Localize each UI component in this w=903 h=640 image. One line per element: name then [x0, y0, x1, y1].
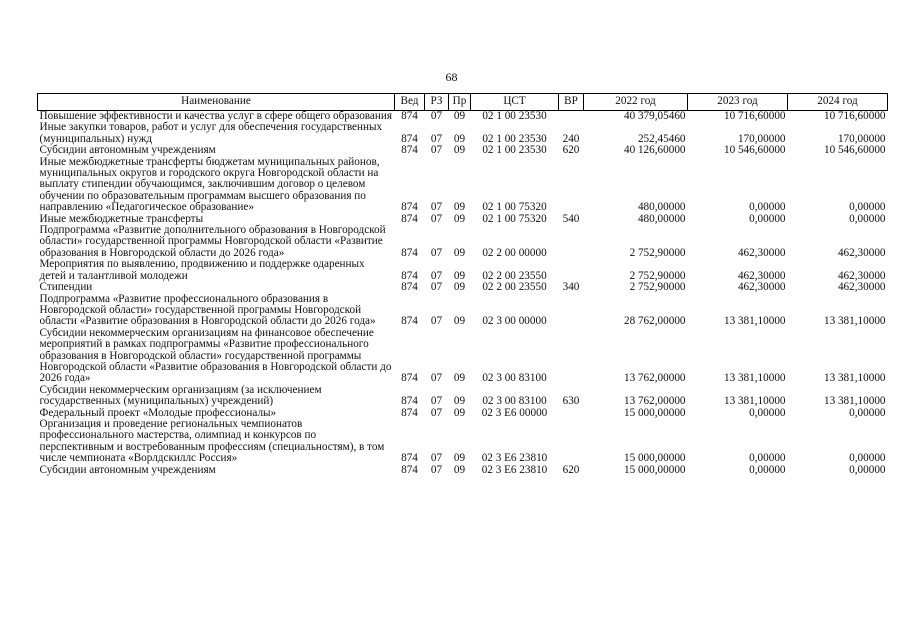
- row-amount-2022: 15 000,00000: [623, 406, 686, 419]
- row-amount-2022: 28 762,00000: [623, 315, 686, 328]
- header-rz: РЗ: [425, 94, 449, 111]
- table-row: [38, 122, 888, 145]
- row-cst: 02 3 E6 23810: [481, 463, 548, 476]
- row-cst: 02 1 00 23530: [482, 132, 547, 145]
- row-rz: 07: [430, 246, 443, 259]
- row-name: Субсидии автономным учреждениям: [39, 144, 216, 157]
- row-vr: [559, 419, 584, 465]
- row-ved: 874: [401, 212, 418, 225]
- row-rz: 07: [430, 406, 443, 419]
- row-name: Повышение эффективности и качества услуг в сфере общего образования: [39, 110, 393, 122]
- row-name: Субсидии автономным учреждениям: [39, 463, 216, 476]
- row-ved: 874: [401, 315, 418, 328]
- row-amount-2024: 13 381,10000: [823, 372, 886, 385]
- row-amount-2023: 170,00000: [737, 132, 786, 145]
- row-rz: 07: [430, 212, 443, 225]
- row-ved: 874: [401, 269, 418, 282]
- row-amount-2023: 0,00000: [749, 406, 786, 419]
- row-vr: [559, 111, 584, 123]
- row-name: Иные межбюджетные трансферты: [39, 212, 204, 225]
- row-rz: 07: [430, 281, 443, 294]
- row-rz: 07: [430, 452, 443, 465]
- row-rz: 07: [430, 269, 443, 282]
- row-name: Мероприятия по выявлению, продвижению и поддержке одаренных детей и талантливой молодежи: [39, 258, 365, 282]
- row-amount-2024: 462,30000: [837, 246, 886, 259]
- row-ved: 874: [401, 246, 418, 259]
- row-amount-2022: 13 762,00000: [623, 372, 686, 385]
- row-pr: 09: [453, 144, 466, 157]
- table-row: [38, 465, 888, 476]
- row-amount-2023: 13 381,10000: [723, 315, 786, 328]
- row-ved: 874: [401, 132, 418, 145]
- row-cst: 02 3 E6 00000: [481, 406, 548, 419]
- row-vr: [559, 225, 584, 259]
- row-amount-2023: 10 716,60000: [723, 110, 786, 122]
- row-pr: 09: [453, 201, 466, 214]
- row-name: Подпрограмма «Развитие профессионального образования в Новгородской области» государственной программы Новгородской области «Развитие образования в Новгородской области до 2026 года»: [39, 292, 376, 328]
- header-2022: 2022 год: [584, 94, 688, 111]
- row-pr: 09: [453, 406, 466, 419]
- row-amount-2024: 0,00000: [849, 212, 886, 225]
- budget-table: [37, 93, 888, 476]
- row-vr: 620: [562, 463, 580, 476]
- row-pr: 09: [453, 132, 466, 145]
- table-header-row: [38, 94, 888, 111]
- row-name: Иные закупки товаров, работ и услуг для обеспечения государственных (муниципальных) нужд: [39, 121, 383, 145]
- row-amount-2023: 0,00000: [749, 463, 786, 476]
- row-amount-2024: 10 546,60000: [823, 144, 886, 157]
- row-amount-2023: 10 546,60000: [723, 144, 786, 157]
- row-cst: 02 3 00 83100: [482, 395, 547, 408]
- row-name: Организация и проведение региональных чемпионатов профессионального мастерства, олимпиад и конкурсов по перспективным и востребованным профессиям (специальностям), в том числе чемпионата «Ворлдскиллс Россия»: [39, 417, 385, 465]
- row-cst: 02 2 00 00000: [482, 246, 547, 259]
- table-row: [38, 328, 888, 385]
- row-amount-2022: 2 752,90000: [629, 281, 686, 294]
- row-ved: 874: [401, 110, 418, 122]
- row-cst: 02 1 00 23530: [482, 144, 547, 157]
- row-amount-2023: 462,30000: [737, 269, 786, 282]
- header-pr: Пр: [449, 94, 471, 111]
- table-row: [38, 294, 888, 328]
- table-row: [38, 145, 888, 156]
- row-rz: 07: [430, 110, 443, 122]
- row-ved: 874: [401, 281, 418, 294]
- row-amount-2023: 0,00000: [749, 201, 786, 214]
- row-ved: 874: [401, 201, 418, 214]
- row-vr: [559, 328, 584, 385]
- row-pr: 09: [453, 110, 466, 122]
- row-amount-2024: 0,00000: [849, 463, 886, 476]
- table-row: [38, 225, 888, 259]
- header-2023: 2023 год: [688, 94, 788, 111]
- row-rz: 07: [430, 144, 443, 157]
- row-amount-2022: 40 379,05460: [623, 110, 686, 122]
- row-amount-2023: 13 381,10000: [723, 372, 786, 385]
- row-rz: 07: [430, 395, 443, 408]
- header-2024: 2024 год: [788, 94, 888, 111]
- row-amount-2023: 13 381,10000: [723, 395, 786, 408]
- row-rz: 07: [430, 132, 443, 145]
- row-amount-2022: 40 126,60000: [623, 144, 686, 157]
- row-amount-2024: 170,00000: [837, 132, 886, 145]
- row-amount-2022: 15 000,00000: [623, 452, 686, 465]
- row-rz: 07: [430, 463, 443, 476]
- row-amount-2024: 10 716,60000: [823, 110, 886, 122]
- row-pr: 09: [453, 452, 466, 465]
- row-pr: 09: [453, 246, 466, 259]
- row-cst: 02 1 00 75320: [482, 201, 547, 214]
- row-vr: [559, 259, 584, 282]
- row-ved: 874: [401, 395, 418, 408]
- row-amount-2023: 462,30000: [737, 281, 786, 294]
- row-vr: 620: [562, 144, 580, 157]
- table-row: [38, 419, 888, 465]
- row-rz: 07: [430, 201, 443, 214]
- row-amount-2022: 480,00000: [637, 212, 686, 225]
- row-vr: [559, 408, 584, 419]
- row-amount-2024: 462,30000: [837, 269, 886, 282]
- row-amount-2022: 15 000,00000: [623, 463, 686, 476]
- table-row: [38, 259, 888, 282]
- row-name: Стипендии: [39, 281, 93, 294]
- table-row: [38, 385, 888, 408]
- row-amount-2022: 2 752,90000: [629, 246, 686, 259]
- row-vr: [559, 294, 584, 328]
- row-name: Федеральный проект «Молодые профессионалы»: [39, 406, 277, 419]
- row-amount-2023: 0,00000: [749, 452, 786, 465]
- row-ved: 874: [401, 463, 418, 476]
- row-amount-2023: 462,30000: [737, 246, 786, 259]
- row-ved: 874: [401, 406, 418, 419]
- row-name: Подпрограмма «Развитие дополнительного образования в Новгородской области» государственной программы Новгородской области «Развитие образования в Новгородской области до 2026 года»: [39, 224, 386, 259]
- row-amount-2022: 13 762,00000: [623, 395, 686, 408]
- table-body: [38, 111, 888, 477]
- row-name: Субсидии некоммерческим организациям (за исключением государственных (муниципальных) учреждений): [39, 383, 322, 408]
- row-pr: 09: [453, 315, 466, 328]
- row-cst: 02 3 00 83100: [482, 372, 547, 385]
- row-pr: 09: [453, 281, 466, 294]
- row-amount-2022: 2 752,90000: [629, 269, 686, 282]
- header-cst: ЦСТ: [471, 94, 559, 111]
- row-vr: 240: [562, 132, 580, 145]
- row-name: Иные межбюджетные трансферты бюджетам муниципальных районов, муниципальных округов и городского округа Новгородской области на выплату стипендии обучающимся, заключившим договор о целевом обучении по образовательным программам высшего образования по направлению «Педагогическое образование»: [39, 155, 380, 214]
- row-rz: 07: [430, 372, 443, 385]
- row-name: Субсидии некоммерческим организациям на финансовое обеспечение мероприятий в рамках подпрограммы «Развитие профессионального образования в Новгородской области» государственной программы Новгородской области «Развитие образования в Новгородской области до 2026 года»: [39, 326, 392, 385]
- row-cst: 02 3 E6 23810: [481, 452, 548, 465]
- row-vr: 340: [562, 281, 580, 294]
- row-ved: 874: [401, 144, 418, 157]
- row-ved: 874: [401, 452, 418, 465]
- header-ved: Вед: [395, 94, 425, 111]
- row-cst: 02 1 00 75320: [482, 212, 547, 225]
- row-amount-2024: 13 381,10000: [823, 395, 886, 408]
- header-name: Наименование: [38, 94, 395, 111]
- row-cst: 02 2 00 23550: [482, 269, 547, 282]
- page-number: 68: [445, 70, 458, 84]
- row-rz: 07: [430, 315, 443, 328]
- row-amount-2024: 462,30000: [837, 281, 886, 294]
- row-pr: 09: [453, 269, 466, 282]
- row-amount-2024: 0,00000: [849, 452, 886, 465]
- row-pr: 09: [453, 212, 466, 225]
- row-ved: 874: [401, 372, 418, 385]
- row-pr: 09: [453, 372, 466, 385]
- row-pr: 09: [453, 463, 466, 476]
- row-vr: 630: [562, 395, 580, 408]
- row-amount-2023: 0,00000: [749, 212, 786, 225]
- row-pr: 09: [453, 395, 466, 408]
- row-cst: 02 2 00 23550: [482, 281, 547, 294]
- row-cst: 02 1 00 23530: [482, 110, 547, 122]
- table-row: [38, 157, 888, 214]
- table-row: [38, 282, 888, 293]
- row-cst: 02 3 00 00000: [482, 315, 547, 328]
- row-amount-2024: 0,00000: [849, 406, 886, 419]
- row-amount-2024: 0,00000: [849, 201, 886, 214]
- row-amount-2024: 13 381,10000: [823, 315, 886, 328]
- header-vr: ВР: [559, 94, 584, 111]
- row-amount-2022: 480,00000: [637, 201, 686, 214]
- row-vr: [559, 157, 584, 214]
- row-amount-2022: 252,45460: [637, 132, 686, 145]
- row-vr: 540: [562, 212, 580, 225]
